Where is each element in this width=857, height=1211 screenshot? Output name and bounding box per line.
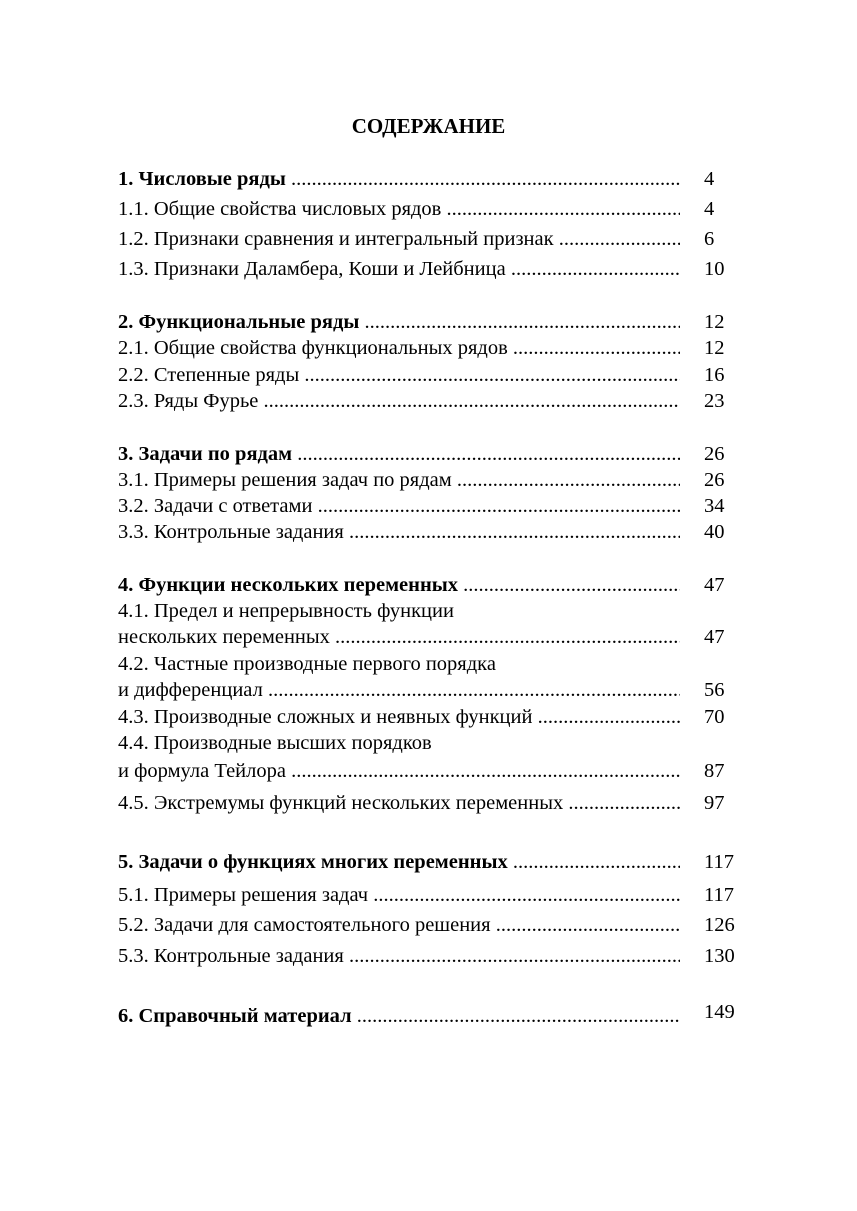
toc-entry <box>118 598 738 624</box>
toc-entry <box>118 790 738 816</box>
toc-entry <box>118 309 738 335</box>
toc-label: 4.3. Производные сложных и неявных функций <box>118 706 533 728</box>
toc-entry <box>118 704 738 730</box>
toc-page: 4 <box>704 168 715 190</box>
toc-label: нескольких переменных <box>118 626 330 648</box>
toc-label: 3.1. Примеры решения задач по рядам <box>118 469 452 491</box>
toc-page: 126 <box>704 914 735 936</box>
toc-page: 4 <box>704 198 715 220</box>
toc-page: 117 <box>704 851 734 873</box>
toc-label: и дифференциал <box>118 679 263 701</box>
toc-page: 87 <box>704 760 725 782</box>
toc-entry <box>118 362 738 388</box>
toc-entry <box>118 166 738 192</box>
toc-entry <box>118 624 738 650</box>
toc-label: 2. Функциональные ряды <box>118 311 360 333</box>
toc-page: 47 <box>704 626 725 648</box>
toc-entry <box>118 943 738 969</box>
toc-entry <box>118 335 738 361</box>
toc-label: 1.1. Общие свойства числовых рядов <box>118 198 442 220</box>
toc-label: и формула Тейлора <box>118 760 286 782</box>
toc-label: 5. Задачи о функциях многих переменных <box>118 851 508 873</box>
toc-label: 1.2. Признаки сравнения и интегральный признак <box>118 228 554 250</box>
toc-label: 2.3. Ряды Фурье <box>118 390 259 412</box>
toc-page: 26 <box>704 443 725 465</box>
toc-label: 6. Справочный материал <box>118 1005 352 1027</box>
toc-entry <box>118 1003 738 1029</box>
toc-label: 4.4. Производные высших порядков <box>118 732 432 754</box>
toc-page: 56 <box>704 679 725 701</box>
toc-label: 4.2. Частные производные первого порядка <box>118 653 496 675</box>
toc-label: 5.2. Задачи для самостоятельного решения <box>118 914 491 936</box>
toc-label: 3.3. Контрольные задания <box>118 521 344 543</box>
toc-page: 47 <box>704 574 725 596</box>
toc-label: 4.5. Экстремумы функций нескольких переменных <box>118 792 564 814</box>
toc-page: 26 <box>704 469 725 491</box>
toc-page: 149 <box>704 1001 735 1023</box>
toc-page: 23 <box>704 390 725 412</box>
toc-page: 12 <box>704 337 725 359</box>
toc-label: 5.1. Примеры решения задач <box>118 884 369 906</box>
toc-entry <box>118 730 738 756</box>
toc-page: 40 <box>704 521 725 543</box>
toc-label: 2.2. Степенные ряды <box>118 364 300 386</box>
toc-entry <box>118 572 738 598</box>
toc-entry <box>118 849 738 875</box>
toc-label: 5.3. Контрольные задания <box>118 945 344 967</box>
toc-entry <box>118 758 738 784</box>
toc-label: 4. Функции нескольких переменных <box>118 574 459 596</box>
toc-entry <box>118 651 738 677</box>
toc-page: 34 <box>704 495 725 517</box>
toc-entry <box>118 467 738 493</box>
toc-label: 2.1. Общие свойства функциональных рядов <box>118 337 508 359</box>
toc-entry <box>118 493 738 519</box>
toc-entry <box>118 882 738 908</box>
toc-label: 1. Числовые ряды <box>118 168 286 190</box>
toc-page: 97 <box>704 792 725 814</box>
toc-label: 3.2. Задачи с ответами <box>118 495 313 517</box>
toc-entry <box>118 226 738 252</box>
toc-label: 3. Задачи по рядам <box>118 443 293 465</box>
toc-entry <box>118 388 738 414</box>
toc-page: 10 <box>704 258 725 280</box>
toc-label: 1.3. Признаки Даламбера, Коши и Лейбница <box>118 258 506 280</box>
toc-label: 4.1. Предел и непрерывность функции <box>118 600 454 622</box>
page-title: СОДЕРЖАНИЕ <box>351 114 506 138</box>
toc-page: 6 <box>704 228 715 250</box>
toc-page: 70 <box>704 706 725 728</box>
toc-entry <box>118 441 738 467</box>
toc-entry <box>118 196 738 222</box>
toc-entry <box>118 912 738 938</box>
toc-page: 117 <box>704 884 734 906</box>
toc-page: 130 <box>704 945 735 967</box>
toc-entry <box>118 256 738 282</box>
toc-page: 12 <box>704 311 725 333</box>
toc-page: 16 <box>704 364 725 386</box>
toc-entry <box>118 519 738 545</box>
toc-entry <box>118 677 738 703</box>
